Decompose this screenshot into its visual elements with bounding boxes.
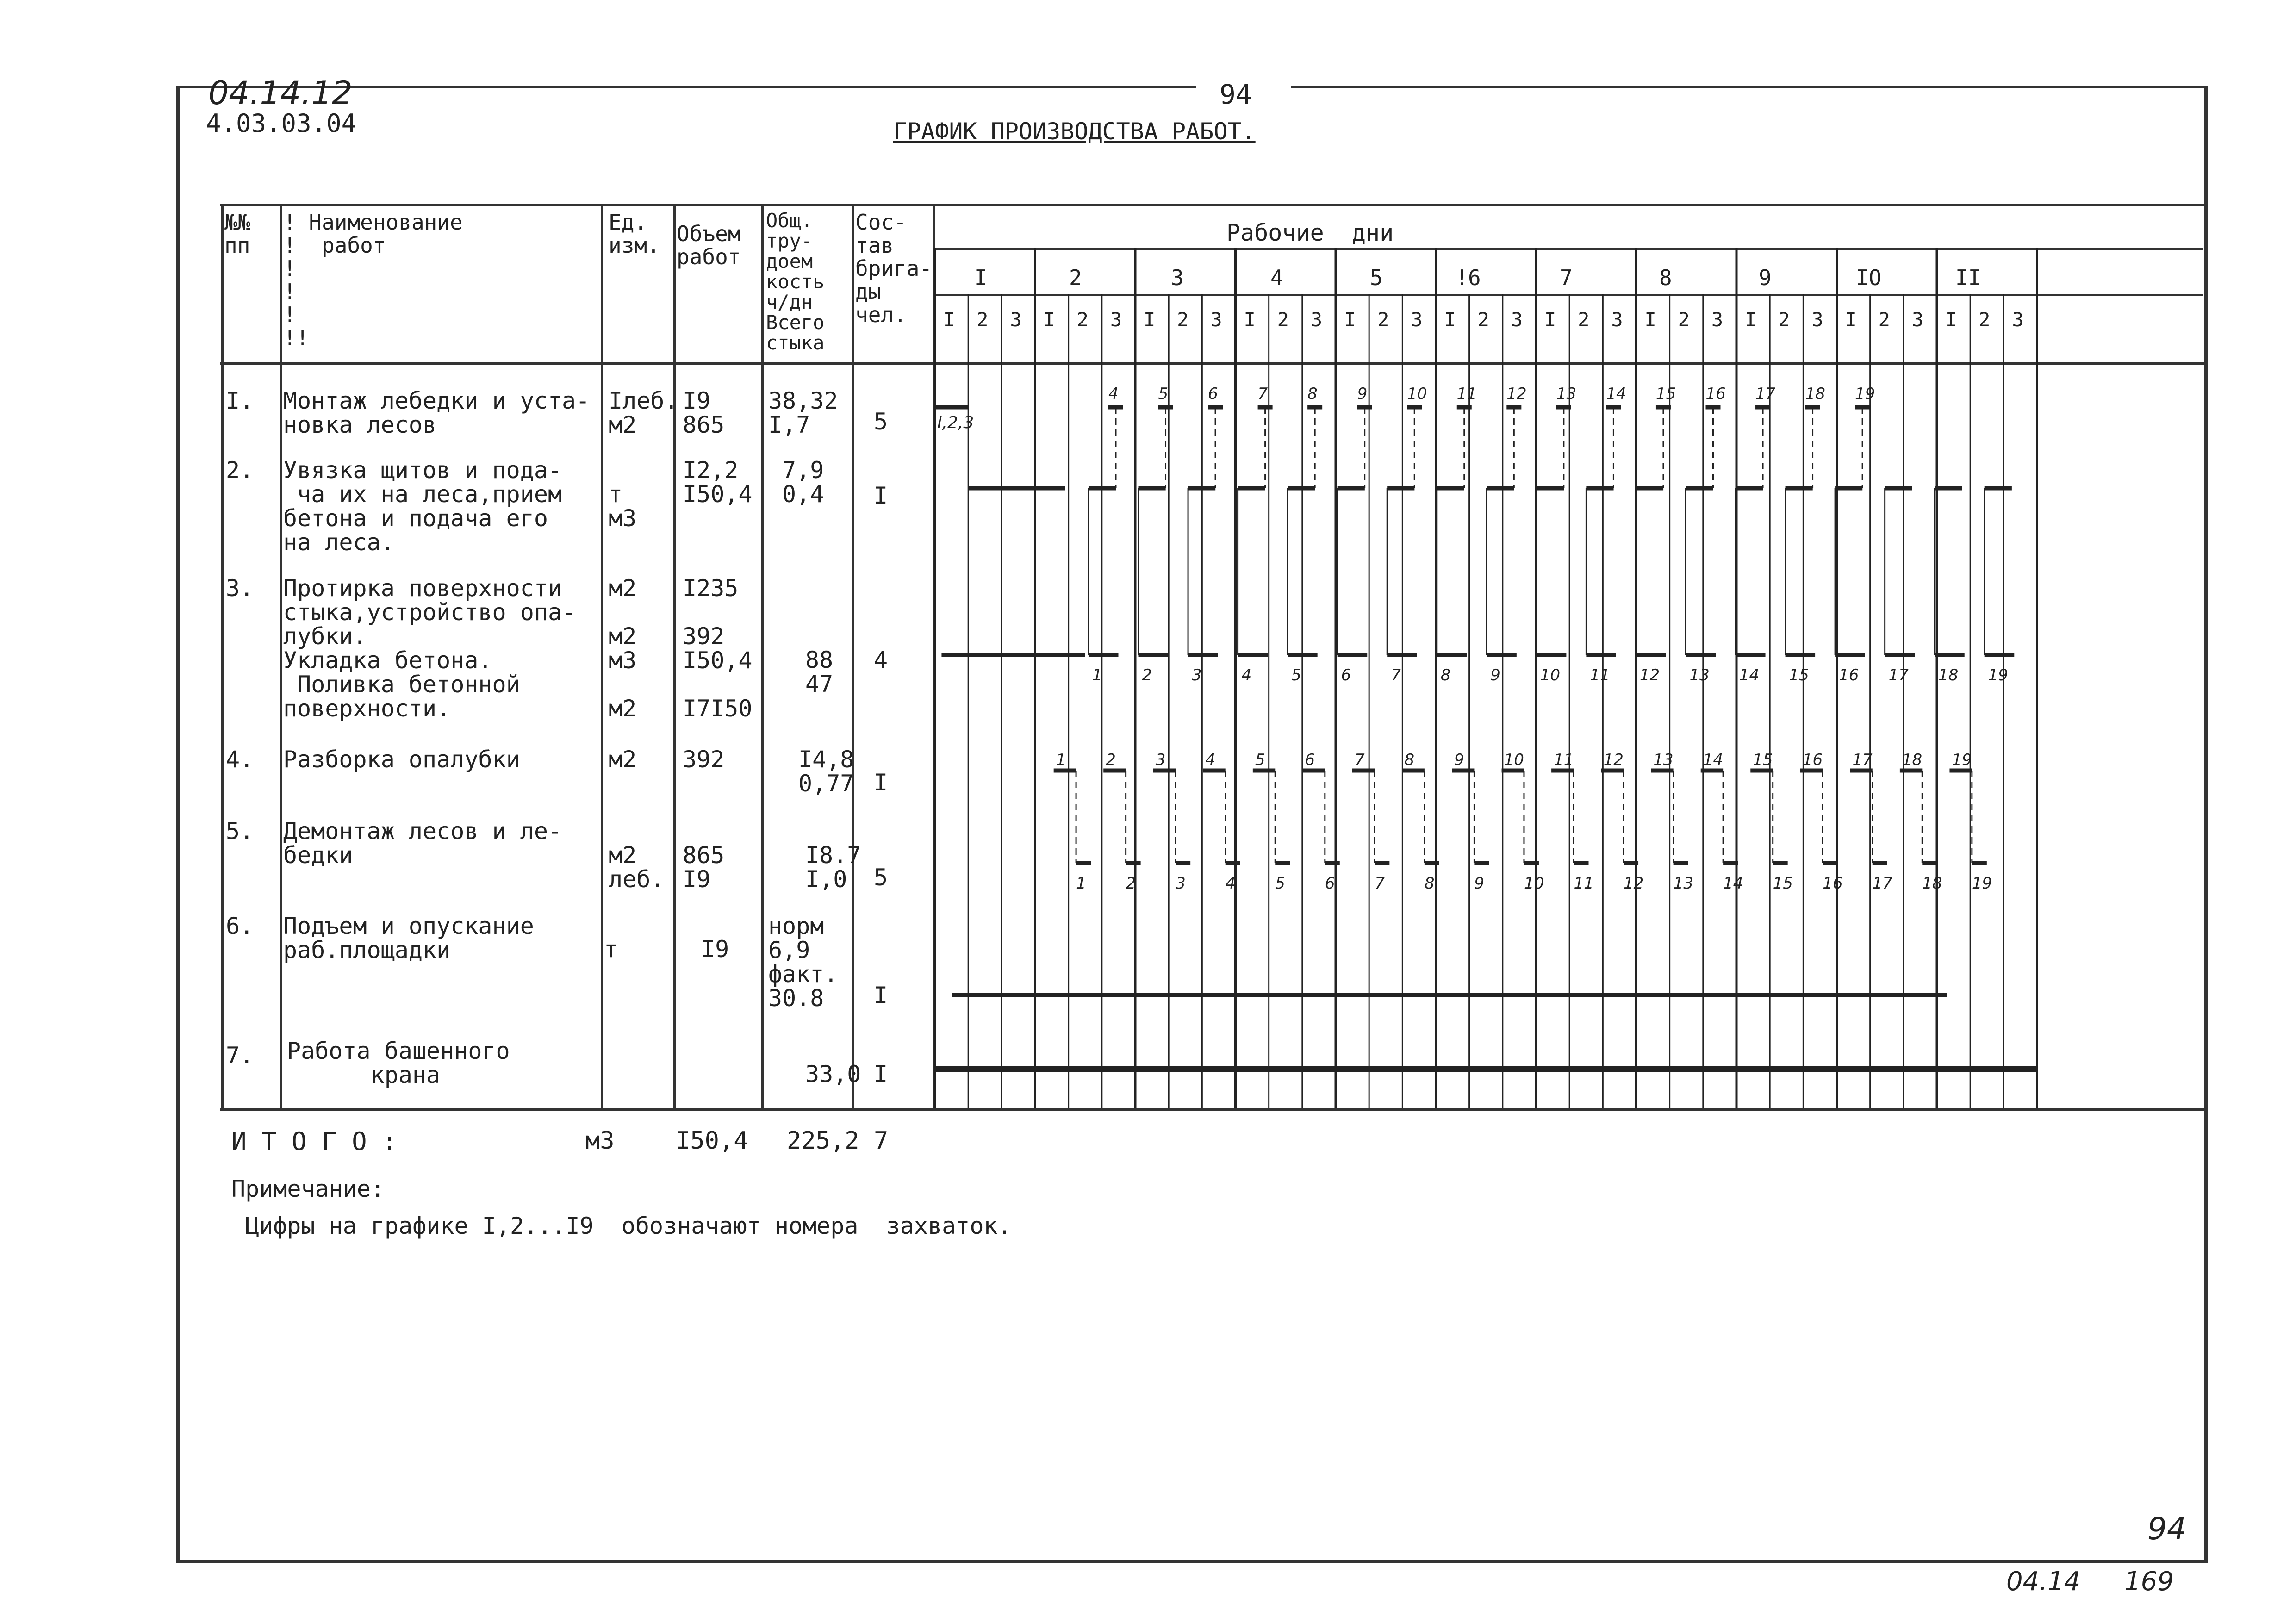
gantt-label-row5: 13 [1673, 874, 1693, 893]
shift-label: 3 [1310, 308, 1323, 331]
day-11: II [1955, 265, 1981, 290]
shift-label: I [1745, 308, 1757, 331]
row4-crew: I [874, 769, 888, 796]
gantt-label-row1: 11 [1456, 385, 1477, 403]
gantt-label-row1: 14 [1606, 385, 1626, 403]
footer-sheet: 169 [2124, 1567, 2174, 1597]
row5-num: 5. [226, 818, 254, 845]
row3-labor: 88 47 [805, 647, 834, 697]
gantt-label-row5: 15 [1773, 874, 1793, 893]
gantt-label-row5: 10 [1524, 874, 1544, 893]
day-6: 6 [1468, 265, 1481, 290]
row4-unit: м2 [609, 746, 637, 773]
gantt-label-row3: 16 [1839, 666, 1859, 684]
gantt-label-row4: 1 [1056, 751, 1066, 769]
shift-label: 2 [1177, 308, 1189, 331]
gantt-label-row4: 8 [1404, 751, 1415, 769]
gantt-label-row5: 2 [1126, 874, 1136, 893]
gantt-label-row5: 14 [1723, 874, 1743, 893]
header-name: ! Наименование ! работ ! ! ! !! [283, 210, 463, 350]
gantt-label-row5: 16 [1823, 874, 1843, 893]
gantt-label-row4: 2 [1106, 751, 1116, 769]
gantt-label-row5: 12 [1624, 874, 1644, 893]
gantt-label-row1: 10 [1407, 385, 1427, 403]
shift-label: I [1845, 308, 1857, 331]
gantt-label-row1: 19 [1855, 385, 1875, 403]
gantt-label-row3: 7 [1391, 666, 1401, 684]
gantt-label-row3: 11 [1590, 666, 1610, 684]
gantt-label-row1: 13 [1556, 385, 1577, 403]
gantt-label-row5: 9 [1474, 874, 1485, 893]
header-num: №№ пп [224, 210, 250, 258]
row2-labor: 7,9 0,4 [782, 457, 824, 508]
day-9: 9 [1759, 265, 1772, 290]
shift-label: I [1344, 308, 1356, 331]
gantt-label-row1: 7 [1257, 385, 1268, 403]
gantt-label-row3: 4 [1241, 666, 1252, 684]
shift-label: 3 [1911, 308, 1924, 331]
totals-label: И Т О Г О : [231, 1127, 397, 1156]
shift-label: 3 [1110, 308, 1122, 331]
row6-labor: норм 6,9 факт. 30.8 [768, 913, 838, 1012]
row2-crew: I [874, 482, 888, 509]
row4-name: Разборка опалубки [283, 746, 520, 773]
gantt-label-row4: 14 [1703, 751, 1724, 769]
gantt-label-row4: 5 [1255, 751, 1265, 769]
row6-crew: I [874, 982, 888, 1009]
row3-num: 3. [226, 575, 254, 602]
gantt-label-row5: 1 [1076, 874, 1086, 893]
row1-num: I. [226, 387, 254, 414]
gantt-label-row1: 5 [1158, 385, 1169, 403]
footer-page: 94 [2147, 1511, 2186, 1547]
row1-name: Монтаж лебедки и уста- новка лесов [283, 387, 590, 438]
row1-volume: I9 865 [683, 387, 725, 438]
gantt-label-row4: 18 [1902, 751, 1923, 769]
note-text: Цифры на графике I,2...I9 обозначают номера захваток. [245, 1213, 1012, 1239]
row3-name: Протирка поверхности стыка,устройство опа- лубки. Укладка бетона. Поливка бетонной поверхности. [283, 575, 576, 722]
gantt-label-row4: 13 [1653, 751, 1674, 769]
shift-label: I [1544, 308, 1556, 331]
gantt-label-row1: I,2,3 [937, 413, 974, 432]
gantt-label-row5: 4 [1225, 874, 1236, 893]
gantt-label-row4: 15 [1753, 751, 1773, 769]
shift-label: 3 [1611, 308, 1623, 331]
gantt-label-row4: 10 [1504, 751, 1524, 769]
gantt-label-row4: 12 [1603, 751, 1624, 769]
gantt-label-row3: 3 [1192, 666, 1202, 684]
gantt-label-row4: 19 [1952, 751, 1972, 769]
row5-volume: 865 I9 [683, 842, 725, 893]
gantt-label-row1: 9 [1357, 385, 1368, 403]
row7-crew: I [874, 1061, 888, 1088]
header-volume: Объем работ [677, 221, 741, 269]
shift-label: 3 [1711, 308, 1724, 331]
gantt-label-row1: 15 [1655, 385, 1676, 403]
gantt-label-row3: 8 [1440, 666, 1451, 684]
gantt-label-row5: 19 [1972, 874, 1992, 893]
row7-name: Работа башенного крана [287, 1038, 510, 1088]
gantt-label-row4: 17 [1852, 751, 1873, 769]
gantt-label-row3: 5 [1291, 666, 1301, 684]
gantt-label-row5: 7 [1375, 874, 1385, 893]
gantt-label-row3: 10 [1540, 666, 1561, 684]
doc-code: 4.03.03.04 [206, 109, 357, 138]
header-unit: Ед. изм. [609, 210, 660, 258]
row4-volume: 392 [683, 746, 725, 773]
note-title: Примечание: [231, 1175, 385, 1202]
gantt-label-row4: 7 [1354, 751, 1365, 769]
gantt-label-row5: 18 [1922, 874, 1942, 893]
shift-label: I [1444, 308, 1456, 331]
row5-labor: I8.7 I,0 [805, 842, 861, 893]
gantt-label-row3: 6 [1341, 666, 1351, 684]
gantt-label-row5: 17 [1872, 874, 1893, 893]
row2-volume: I2,2 I50,4 [683, 457, 753, 508]
gantt-label-row3: 1 [1092, 666, 1102, 684]
day-7: 7 [1560, 265, 1573, 290]
day-5: 5 [1370, 265, 1383, 290]
shift-label: I [1945, 308, 1957, 331]
row3-unit: м2 м2 м3 м2 [609, 575, 637, 722]
shift-label: 2 [1678, 308, 1690, 331]
shift-label: I [943, 308, 955, 331]
gantt-label-row3: 18 [1938, 666, 1959, 684]
gantt-label-row4: 9 [1454, 751, 1464, 769]
gantt-label-row1: 17 [1755, 385, 1776, 403]
gantt-label-row5: 3 [1176, 874, 1186, 893]
shift-label: 3 [1010, 308, 1022, 331]
row4-num: 4. [226, 746, 254, 773]
page-number: 94 [1220, 79, 1252, 110]
shift-label: 3 [1811, 308, 1823, 331]
shift-label: 3 [1210, 308, 1222, 331]
shift-label: 2 [1778, 308, 1790, 331]
gantt-label-row5: 8 [1424, 874, 1435, 893]
row1-unit: Iлеб. м2 [609, 387, 678, 438]
gantt-label-row5: 5 [1275, 874, 1285, 893]
row6-num: 6. [226, 913, 254, 939]
footer-code: 04.14 [2006, 1567, 2081, 1597]
schedule-header: Рабочие дни [1226, 219, 1394, 246]
row7-num: 7. [226, 1042, 254, 1069]
row3-volume: I235 392 I50,4 I7I50 [683, 575, 753, 722]
gantt-label-row3: 17 [1888, 666, 1909, 684]
shift-label: 2 [1076, 308, 1089, 331]
day-1: I [974, 265, 987, 290]
shift-label: 2 [1477, 308, 1489, 331]
row5-name: Демонтаж лесов и ле- бедки [283, 818, 562, 869]
shift-label: 2 [1377, 308, 1389, 331]
shift-label: I [1244, 308, 1256, 331]
totals-volume: I50,4 [676, 1127, 748, 1155]
row6-volume: I9 [701, 936, 729, 963]
day-3: 3 [1171, 265, 1184, 290]
gantt-label-row1: 16 [1705, 385, 1726, 403]
gantt-label-row1: 4 [1108, 385, 1119, 403]
day-4: 4 [1270, 265, 1283, 290]
gantt-label-row3: 19 [1988, 666, 2008, 684]
row6-name: Подъем и опускание раб.площадки [283, 913, 534, 964]
totals-unit: м3 [585, 1127, 615, 1155]
row1-crew: 5 [874, 408, 888, 435]
gantt-label-row3: 13 [1689, 666, 1710, 684]
shift-label: I [1644, 308, 1656, 331]
shift-label: 3 [1411, 308, 1423, 331]
day-2: 2 [1069, 265, 1082, 290]
row6-unit: т [604, 936, 618, 963]
gantt-label-row4: 4 [1205, 751, 1215, 769]
row5-crew: 5 [874, 864, 888, 891]
totals-crew: 7 [874, 1127, 889, 1155]
shift-label: 2 [1578, 308, 1590, 331]
header-crew: Сос- тав брига- ды чел. [855, 210, 933, 327]
page-title: ГРАФИК ПРОИЗВОДСТВА РАБОТ. [893, 118, 1256, 145]
gantt-label-row4: 6 [1305, 751, 1315, 769]
shift-label: 2 [977, 308, 989, 331]
row2-unit: т м3 [609, 481, 637, 532]
shift-label: 3 [2012, 308, 2024, 331]
row4-labor: I4,8 0,77 [798, 746, 854, 797]
shift-label: 2 [1878, 308, 1890, 331]
header-labor: Общ. тру- доем кость ч/дн Всего стыка [766, 209, 825, 354]
gantt-label-row1: 6 [1208, 385, 1218, 403]
totals-labor: 225,2 [787, 1127, 859, 1155]
gantt-label-row4: 3 [1155, 751, 1166, 769]
gantt-label-row1: 8 [1307, 385, 1318, 403]
gantt-label-row4: 16 [1802, 751, 1823, 769]
shift-label: I [1043, 308, 1055, 331]
gantt-label-row3: 15 [1789, 666, 1809, 684]
row5-unit: м2 леб. [609, 842, 665, 893]
gantt-label-row3: 14 [1739, 666, 1760, 684]
gantt-label-row5: 11 [1574, 874, 1594, 893]
gantt-label-row3: 2 [1142, 666, 1152, 684]
row1-labor: 38,32 I,7 [768, 387, 838, 438]
day-6-prefix: ! [1456, 265, 1468, 290]
shift-label: 2 [1979, 308, 1991, 331]
day-8: 8 [1659, 265, 1672, 290]
day-10: IO [1856, 265, 1882, 290]
row2-name: Увязка щитов и пода- ча их на леса,прием бетона и подача его на леса. [283, 457, 562, 556]
handwritten-code: 04.14.12 [208, 74, 353, 112]
gantt-label-row4: 11 [1554, 751, 1574, 769]
gantt-label-row3: 9 [1490, 666, 1500, 684]
gantt-label-row1: 18 [1805, 385, 1825, 403]
gantt-label-row3: 12 [1639, 666, 1660, 684]
gantt-label-row1: 12 [1506, 385, 1527, 403]
shift-label: I [1144, 308, 1156, 331]
row2-num: 2. [226, 457, 254, 484]
gantt-label-row5: 6 [1325, 874, 1335, 893]
shift-label: 2 [1277, 308, 1289, 331]
row7-labor: 33,0 [805, 1061, 861, 1088]
shift-label: 3 [1511, 308, 1523, 331]
row3-crew: 4 [874, 647, 888, 673]
